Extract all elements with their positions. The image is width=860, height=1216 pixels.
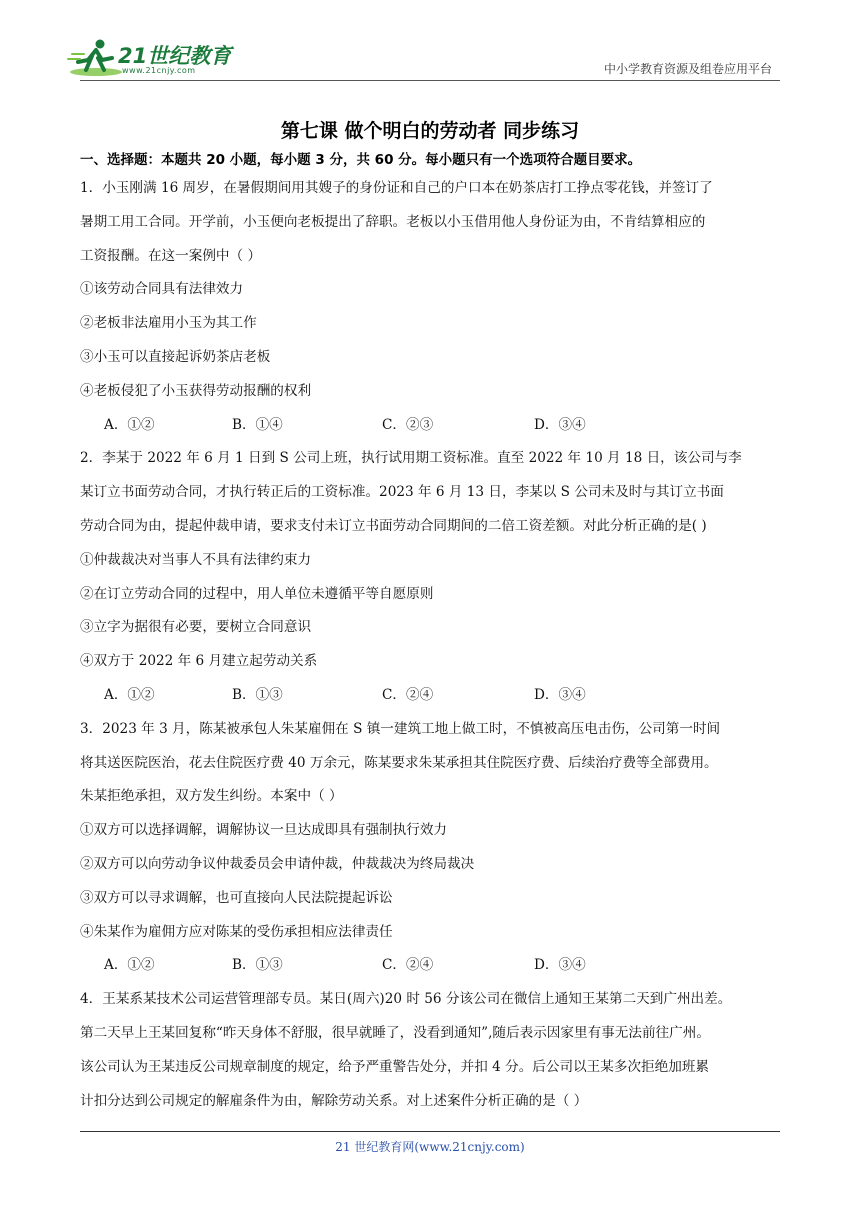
statement: ①双方可以选择调解，调解协议一旦达成即具有强制执行效力 bbox=[80, 822, 448, 839]
question-1 bbox=[80, 172, 780, 442]
statement: ③小玉可以直接起诉奶茶店老板 bbox=[80, 348, 271, 365]
option-d: D．③④ bbox=[534, 686, 586, 703]
question-2 bbox=[80, 442, 780, 712]
question-line: 3．2023 年 3 月，陈某被承包人朱某雇佣在 S 镇一建筑工地上做工时，不慎被高压电击伤，公司第一时间 bbox=[80, 720, 721, 737]
statement: ①该劳动合同具有法律效力 bbox=[80, 281, 244, 298]
platform-name: 中小学教育资源及组卷应用平台 bbox=[603, 62, 772, 76]
question-line: 某订立书面劳动合同，才执行转正后的工资标准。2023 年 6 月 13 日，李某以 S 公司未及时与其订立书面 bbox=[80, 484, 724, 501]
answer-options bbox=[80, 679, 780, 713]
question-line: 2．李某于 2022 年 6 月 1 日到 S 公司上班，执行试用期工资标准。直至 2022 年 10 月 18 日，该公司与李 bbox=[80, 450, 742, 467]
section-heading: 一、选择题：本题共 20 小题，每小题 3 分，共 60 分。每小题只有一个选项符合题目要求。 bbox=[80, 152, 642, 168]
question-4 bbox=[80, 983, 780, 1118]
option-d: D．③④ bbox=[534, 416, 586, 433]
statement: ④朱某作为雇佣方应对陈某的受伤承担相应法律责任 bbox=[80, 923, 393, 940]
page-header bbox=[0, 0, 860, 90]
logo-text: 21世纪教育 bbox=[118, 44, 232, 68]
question-line: 1．小玉刚满 16 周岁，在暑假期间用其嫂子的身份证和自己的户口本在奶茶店打工挣点零花钱，并签订了 bbox=[80, 180, 713, 196]
answer-options bbox=[80, 409, 780, 443]
footer-divider bbox=[80, 1131, 780, 1132]
statement: ②老板非法雇用小玉为其工作 bbox=[80, 315, 257, 332]
statement: ④双方于 2022 年 6 月建立起劳动关系 bbox=[80, 653, 318, 670]
question-line: 4．王某系某技术公司运营管理部专员。某日(周六)20 时 56 分该公司在微信上通知王某第二天到广州出差。 bbox=[80, 991, 732, 1008]
option-b: B．①③ bbox=[232, 957, 283, 974]
option-a: A．①② bbox=[104, 416, 155, 433]
option-b: B．①④ bbox=[232, 416, 283, 433]
statement: ③立字为据很有必要，要树立合同意识 bbox=[80, 619, 312, 636]
logo bbox=[66, 36, 236, 80]
answer-options bbox=[80, 949, 780, 983]
question-line: 暑期工用工合同。开学前，小玉便向老板提出了辞职。老板以小玉借用他人身份证为由，不肯结算相应的 bbox=[80, 213, 706, 230]
question-line: 朱某拒绝承担，双方发生纠纷。本案中（ ） bbox=[80, 788, 343, 805]
footer-source: 21 世纪教育网(www.21cnjy.com) bbox=[335, 1140, 525, 1154]
statement: ②双方可以向劳动争议仲裁委员会申请仲裁，仲裁裁决为终局裁决 bbox=[80, 855, 475, 872]
statement: ①仲裁裁决对当事人不具有法律约束力 bbox=[80, 551, 312, 568]
statement: ③双方可以寻求调解，也可直接向人民法院提起诉讼 bbox=[80, 889, 393, 906]
question-line: 工资报酬。在这一案例中（ ） bbox=[80, 247, 262, 264]
option-a: A．①② bbox=[104, 957, 155, 974]
logo-url: www.21cnjy.com bbox=[122, 66, 196, 75]
question-line: 劳动合同为由，提起仲裁申请，要求支付未订立书面劳动合同期间的二倍工资差额。对此分析正确的是( ) bbox=[80, 517, 707, 534]
document-title: 第七课 做个明白的劳动者 同步练习 bbox=[280, 120, 580, 142]
statement: ④老板侵犯了小玉获得劳动报酬的权利 bbox=[80, 382, 312, 399]
question-line: 第二天早上王某回复称“昨天身体不舒服，很早就睡了，没看到通知”,随后表示因家里有事无法前往广州。 bbox=[80, 1024, 710, 1041]
question-line: 该公司认为王某违反公司规章制度的规定，给予严重警告处分，并扣 4 分。后公司以王某多次拒绝加班累 bbox=[80, 1058, 710, 1075]
option-c: C．②③ bbox=[382, 416, 434, 433]
statement: ②在订立劳动合同的过程中，用人单位未遵循平等自愿原则 bbox=[80, 585, 434, 602]
option-c: C．②④ bbox=[382, 957, 434, 974]
question-list bbox=[80, 172, 780, 1118]
option-a: A．①② bbox=[104, 686, 155, 703]
question-line: 将其送医院医治，花去住院医疗费 40 万余元，陈某要求朱某承担其住院医疗费、后续治疗费等全部费用。 bbox=[80, 754, 718, 771]
header-divider bbox=[80, 80, 780, 81]
question-line: 计扣分达到公司规定的解雇条件为由，解除劳动关系。对上述案件分析正确的是（ ） bbox=[80, 1092, 588, 1109]
runner-logo-icon bbox=[66, 36, 122, 80]
question-3 bbox=[80, 713, 780, 983]
option-b: B．①③ bbox=[232, 686, 283, 703]
option-d: D．③④ bbox=[534, 957, 586, 974]
option-c: C．②④ bbox=[382, 686, 434, 703]
